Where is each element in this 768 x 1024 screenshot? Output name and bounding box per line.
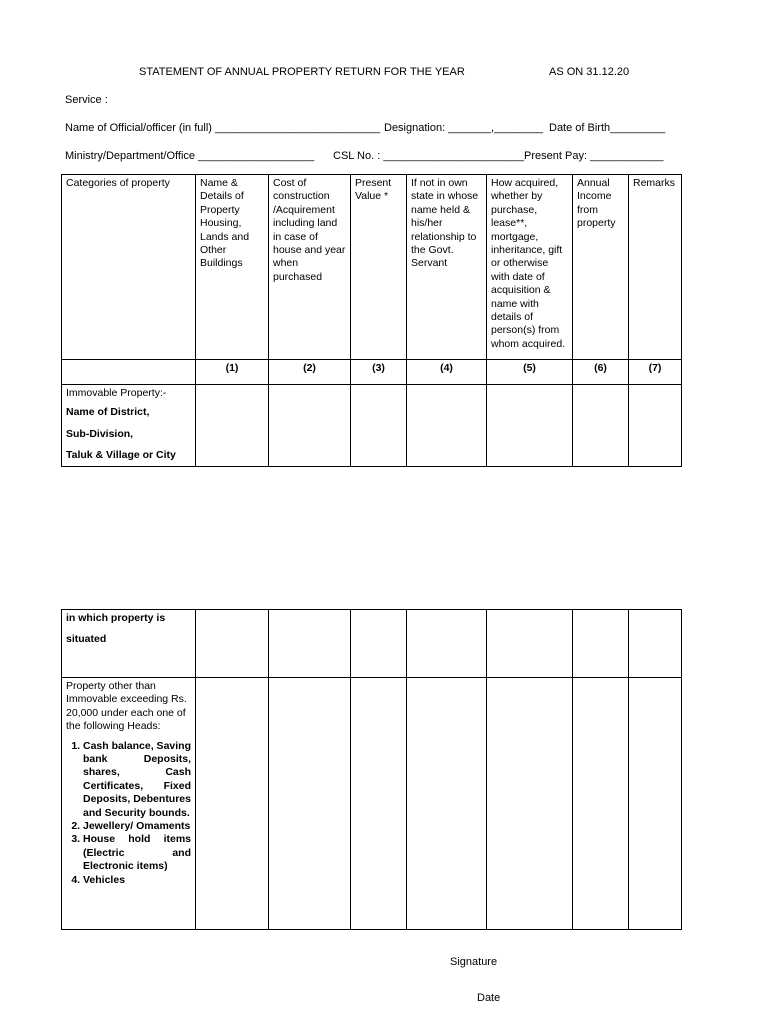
date-of-birth-field: Date of Birth_________ — [549, 122, 666, 134]
table-cell — [573, 678, 629, 930]
header-how-acquired: How acquired, whether by purchase, lease**, mortgage, inheritance, gift or otherwise with date of acquisition & name with details of person(s) from whom acquired. — [487, 175, 573, 360]
service-field: Service : — [65, 94, 108, 106]
column-number-4: (4) — [407, 360, 487, 385]
column-number-1: (1) — [196, 360, 269, 385]
situated-row — [62, 610, 682, 678]
as-on-date: AS ON 31.12.20 — [549, 66, 630, 78]
official-details-line — [65, 122, 685, 136]
immovable-property-cell — [62, 385, 196, 467]
table-cell — [351, 610, 407, 678]
table-cell — [269, 385, 351, 467]
table-cell — [269, 678, 351, 930]
date-label: Date — [477, 992, 501, 1004]
table-cell — [629, 385, 682, 467]
table-cell — [269, 610, 351, 678]
immovable-label: Immovable Property:- — [66, 387, 167, 399]
head-item-household: 3. House hold items (Electric and Electronic items) — [83, 833, 191, 873]
head-item-vehicles: 4. Vehicles — [83, 874, 191, 887]
table-cell — [351, 678, 407, 930]
header-annual-income: Annual Income from property — [573, 175, 629, 360]
table-cell — [196, 610, 269, 678]
head-item-cash: 1. Cash balance, Saving bank Deposits, shares, Cash Certificates, Fixed Deposits, Debentures and Security bounds. — [83, 740, 191, 820]
header-cost: Cost of construction /Acquirement including land in case of house and year when purchased — [269, 175, 351, 360]
table-cell — [487, 610, 573, 678]
header-name-details: Name & Details of Property Housing, Lands and Other Buildings — [196, 175, 269, 360]
header-state-name: If not in own state in whose name held & his/her relationship to the Govt. Servant — [407, 175, 487, 360]
designation-field: Designation: _______,________ — [384, 122, 544, 134]
ministry-field: Ministry/Department/Office ___________________ — [65, 150, 315, 162]
table-cell — [629, 610, 682, 678]
taluk-label: Taluk & Village or City — [66, 449, 176, 462]
column-number-row — [62, 360, 682, 385]
name-of-official-field: Name of Official/officer (in full) ___________________________ — [65, 122, 381, 134]
property-table — [61, 174, 682, 467]
table-cell — [573, 385, 629, 467]
column-number-blank — [62, 360, 196, 385]
header-present-value: Present Value * — [351, 175, 407, 360]
header-row — [62, 175, 682, 360]
heads-list — [66, 740, 191, 887]
column-number-7: (7) — [629, 360, 682, 385]
district-label: Name of District, — [66, 406, 150, 419]
csl-no-field: CSL No. : _______________________Present Pay: ____________ — [333, 150, 664, 162]
other-property-row — [62, 678, 682, 930]
column-number-6: (6) — [573, 360, 629, 385]
other-property-cell — [62, 678, 196, 930]
column-number-2: (2) — [269, 360, 351, 385]
situated-line-1: in which property is — [66, 612, 166, 624]
subdivision-label: Sub-Division, — [66, 427, 134, 440]
property-table-continued — [61, 609, 682, 930]
immovable-property-row — [62, 385, 682, 467]
column-number-5: (5) — [487, 360, 573, 385]
table-cell — [407, 610, 487, 678]
table-cell — [351, 385, 407, 467]
header-remarks: Remarks — [629, 175, 682, 360]
page-title: STATEMENT OF ANNUAL PROPERTY RETURN FOR THE YEAR — [139, 66, 465, 78]
table-cell — [629, 678, 682, 930]
other-property-intro: Property other than Immovable exceeding Rs. 20,000 under each one of the following Heads: — [66, 680, 187, 733]
head-item-jewellery: 2. Jewellery/ Omaments — [83, 820, 191, 833]
header-categories: Categories of property — [62, 175, 196, 360]
column-number-3: (3) — [351, 360, 407, 385]
table-cell — [407, 385, 487, 467]
table-cell — [573, 610, 629, 678]
table-cell — [196, 385, 269, 467]
situated-cell — [62, 610, 196, 678]
table-cell — [196, 678, 269, 930]
situated-line-2: situated — [66, 633, 107, 646]
signature-label: Signature — [450, 956, 498, 968]
table-cell — [487, 678, 573, 930]
ministry-details-line — [65, 150, 685, 164]
table-cell — [407, 678, 487, 930]
table-cell — [487, 385, 573, 467]
